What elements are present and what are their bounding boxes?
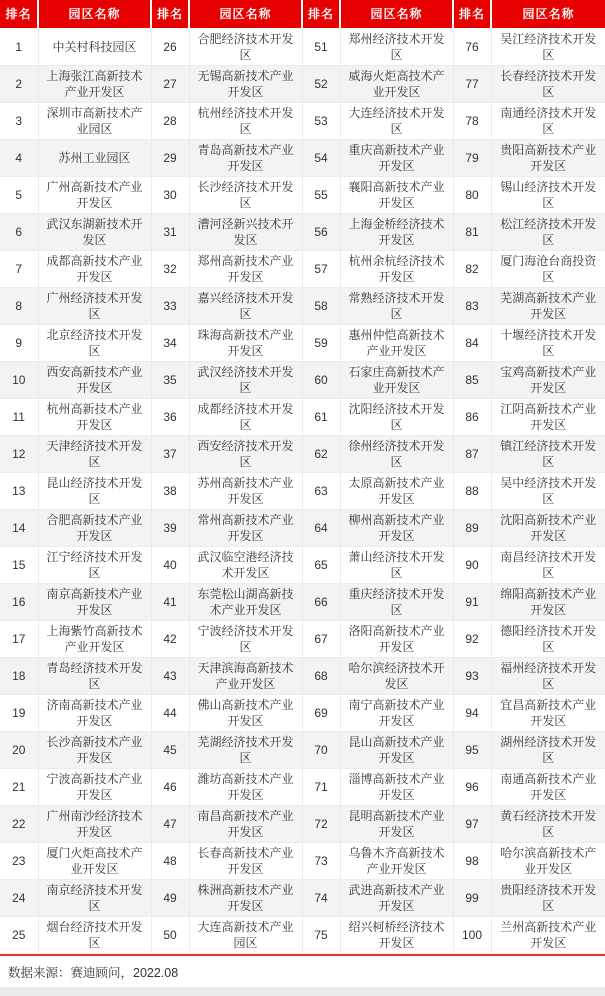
rank-cell: 12 bbox=[0, 436, 38, 473]
park-name-cell: 锡山经济技术开发区 bbox=[491, 177, 605, 214]
rank-cell: 57 bbox=[302, 251, 340, 288]
park-name-cell: 常州高新技术产业开发区 bbox=[189, 510, 302, 547]
rank-cell: 93 bbox=[453, 658, 491, 695]
rank-cell: 6 bbox=[0, 214, 38, 251]
park-name-cell: 成都高新技术产业开发区 bbox=[38, 251, 151, 288]
park-name-cell: 青岛高新技术产业开发区 bbox=[189, 140, 302, 177]
park-name-cell: 徐州经济技术开发区 bbox=[340, 436, 453, 473]
rank-cell: 76 bbox=[453, 29, 491, 66]
park-name-cell: 天津滨海高新技术产业开发区 bbox=[189, 658, 302, 695]
rank-cell: 100 bbox=[453, 917, 491, 954]
rank-cell: 56 bbox=[302, 214, 340, 251]
park-name-cell: 常熟经济技术开发区 bbox=[340, 288, 453, 325]
rank-cell: 24 bbox=[0, 880, 38, 917]
park-name-cell: 江宁经济技术开发区 bbox=[38, 547, 151, 584]
rank-cell: 90 bbox=[453, 547, 491, 584]
table-row bbox=[0, 103, 605, 140]
rank-cell: 96 bbox=[453, 769, 491, 806]
rank-cell: 14 bbox=[0, 510, 38, 547]
park-name-cell: 大连经济技术开发区 bbox=[340, 103, 453, 140]
rank-cell: 18 bbox=[0, 658, 38, 695]
rank-cell: 5 bbox=[0, 177, 38, 214]
park-name-cell: 沈阳经济技术开发区 bbox=[340, 399, 453, 436]
rank-header-cell: 排名 bbox=[151, 0, 189, 29]
park-name-cell: 武汉经济技术开发区 bbox=[189, 362, 302, 399]
table-row bbox=[0, 732, 605, 769]
rank-header-cell: 排名 bbox=[0, 0, 38, 29]
park-name-cell: 湖州经济技术开发区 bbox=[491, 732, 605, 769]
rank-cell: 91 bbox=[453, 584, 491, 621]
park-name-cell: 成都经济技术开发区 bbox=[189, 399, 302, 436]
rank-cell: 85 bbox=[453, 362, 491, 399]
table-row bbox=[0, 436, 605, 473]
park-name-cell: 宜昌高新技术产业开发区 bbox=[491, 695, 605, 732]
rank-cell: 63 bbox=[302, 473, 340, 510]
park-name-cell: 沈阳高新技术产业开发区 bbox=[491, 510, 605, 547]
table-row bbox=[0, 399, 605, 436]
park-name-cell: 杭州高新技术产业开发区 bbox=[38, 399, 151, 436]
park-name-cell: 十堰经济技术开发区 bbox=[491, 325, 605, 362]
rank-cell: 53 bbox=[302, 103, 340, 140]
rank-cell: 23 bbox=[0, 843, 38, 880]
rank-cell: 11 bbox=[0, 399, 38, 436]
park-name-cell: 松江经济技术开发区 bbox=[491, 214, 605, 251]
rank-cell: 10 bbox=[0, 362, 38, 399]
table-row bbox=[0, 177, 605, 214]
table-row bbox=[0, 288, 605, 325]
park-name-cell: 上海紫竹高新技术产业开发区 bbox=[38, 621, 151, 658]
rank-cell: 82 bbox=[453, 251, 491, 288]
rank-cell: 52 bbox=[302, 66, 340, 103]
park-name-cell: 宁波经济技术开发区 bbox=[189, 621, 302, 658]
rank-cell: 1 bbox=[0, 29, 38, 66]
park-name-cell: 乌鲁木齐高新技术产业开发区 bbox=[340, 843, 453, 880]
rank-cell: 37 bbox=[151, 436, 189, 473]
park-name-cell: 东莞松山湖高新技术产业开发区 bbox=[189, 584, 302, 621]
rank-header-cell: 排名 bbox=[302, 0, 340, 29]
park-name-header-cell: 园区名称 bbox=[340, 0, 453, 29]
park-name-cell: 黄石经济技术开发区 bbox=[491, 806, 605, 843]
rank-cell: 68 bbox=[302, 658, 340, 695]
rank-cell: 59 bbox=[302, 325, 340, 362]
park-name-cell: 淄博高新技术产业开发区 bbox=[340, 769, 453, 806]
park-name-cell: 武汉临空港经济技术开发区 bbox=[189, 547, 302, 584]
rank-cell: 3 bbox=[0, 103, 38, 140]
park-name-cell: 大连高新技术产业园区 bbox=[189, 917, 302, 954]
park-name-cell: 南京高新技术产业开发区 bbox=[38, 584, 151, 621]
rank-cell: 42 bbox=[151, 621, 189, 658]
rank-cell: 33 bbox=[151, 288, 189, 325]
rank-cell: 39 bbox=[151, 510, 189, 547]
park-name-cell: 株洲高新技术产业开发区 bbox=[189, 880, 302, 917]
park-name-cell: 北京经济技术开发区 bbox=[38, 325, 151, 362]
park-name-cell: 济南高新技术产业开发区 bbox=[38, 695, 151, 732]
park-name-header-cell: 园区名称 bbox=[491, 0, 605, 29]
park-name-cell: 南宁高新技术产业开发区 bbox=[340, 695, 453, 732]
park-name-cell: 江阴高新技术产业开发区 bbox=[491, 399, 605, 436]
park-name-cell: 芜湖经济技术开发区 bbox=[189, 732, 302, 769]
rank-cell: 69 bbox=[302, 695, 340, 732]
rank-cell: 72 bbox=[302, 806, 340, 843]
rank-cell: 9 bbox=[0, 325, 38, 362]
rank-cell: 36 bbox=[151, 399, 189, 436]
rank-cell: 99 bbox=[453, 880, 491, 917]
park-name-cell: 嘉兴经济技术开发区 bbox=[189, 288, 302, 325]
park-name-cell: 石家庄高新技术产业开发区 bbox=[340, 362, 453, 399]
table-row bbox=[0, 584, 605, 621]
rank-cell: 71 bbox=[302, 769, 340, 806]
table-row bbox=[0, 214, 605, 251]
rank-cell: 88 bbox=[453, 473, 491, 510]
park-name-cell: 洛阳高新技术产业开发区 bbox=[340, 621, 453, 658]
rank-cell: 77 bbox=[453, 66, 491, 103]
park-name-cell: 青岛经济技术开发区 bbox=[38, 658, 151, 695]
park-name-cell: 中关村科技园区 bbox=[38, 29, 151, 66]
park-name-cell: 深圳市高新技术产业园区 bbox=[38, 103, 151, 140]
park-name-cell: 重庆高新技术产业开发区 bbox=[340, 140, 453, 177]
table-header bbox=[0, 0, 605, 29]
table-row bbox=[0, 917, 605, 954]
rank-cell: 55 bbox=[302, 177, 340, 214]
rank-cell: 92 bbox=[453, 621, 491, 658]
park-name-cell: 萧山经济技术开发区 bbox=[340, 547, 453, 584]
park-name-cell: 襄阳高新技术产业开发区 bbox=[340, 177, 453, 214]
table-row bbox=[0, 29, 605, 66]
table-row bbox=[0, 695, 605, 732]
rank-cell: 43 bbox=[151, 658, 189, 695]
rank-cell: 79 bbox=[453, 140, 491, 177]
rank-cell: 70 bbox=[302, 732, 340, 769]
rank-cell: 94 bbox=[453, 695, 491, 732]
rank-header-cell: 排名 bbox=[453, 0, 491, 29]
table-row bbox=[0, 621, 605, 658]
rank-cell: 2 bbox=[0, 66, 38, 103]
table-row bbox=[0, 362, 605, 399]
rank-cell: 84 bbox=[453, 325, 491, 362]
park-name-cell: 郑州经济技术开发区 bbox=[340, 29, 453, 66]
rank-cell: 75 bbox=[302, 917, 340, 954]
rank-cell: 19 bbox=[0, 695, 38, 732]
rank-cell: 87 bbox=[453, 436, 491, 473]
table-body bbox=[0, 29, 605, 954]
table-row bbox=[0, 658, 605, 695]
data-source-note: 数据来源：赛迪顾问，2022.08 bbox=[0, 956, 605, 987]
rank-cell: 15 bbox=[0, 547, 38, 584]
park-name-cell: 昆山高新技术产业开发区 bbox=[340, 732, 453, 769]
park-name-cell: 哈尔滨高新技术产业开发区 bbox=[491, 843, 605, 880]
park-name-cell: 福州经济技术开发区 bbox=[491, 658, 605, 695]
rank-cell: 74 bbox=[302, 880, 340, 917]
park-name-cell: 天津经济技术开发区 bbox=[38, 436, 151, 473]
park-name-cell: 长春高新技术产业开发区 bbox=[189, 843, 302, 880]
rank-cell: 51 bbox=[302, 29, 340, 66]
rank-cell: 31 bbox=[151, 214, 189, 251]
rank-cell: 40 bbox=[151, 547, 189, 584]
table-row bbox=[0, 880, 605, 917]
park-name-header-cell: 园区名称 bbox=[38, 0, 151, 29]
park-name-cell: 重庆经济技术开发区 bbox=[340, 584, 453, 621]
rank-cell: 44 bbox=[151, 695, 189, 732]
rank-cell: 64 bbox=[302, 510, 340, 547]
rank-cell: 98 bbox=[453, 843, 491, 880]
park-name-cell: 广州南沙经济技术开发区 bbox=[38, 806, 151, 843]
table-row bbox=[0, 325, 605, 362]
park-name-cell: 镇江经济技术开发区 bbox=[491, 436, 605, 473]
park-name-cell: 广州经济技术开发区 bbox=[38, 288, 151, 325]
park-name-cell: 柳州高新技术产业开发区 bbox=[340, 510, 453, 547]
table-row bbox=[0, 66, 605, 103]
park-name-cell: 绵阳高新技术产业开发区 bbox=[491, 584, 605, 621]
park-name-cell: 昆山经济技术开发区 bbox=[38, 473, 151, 510]
rank-cell: 25 bbox=[0, 917, 38, 954]
bottom-gray-strip bbox=[0, 987, 605, 996]
park-name-cell: 南昌经济技术开发区 bbox=[491, 547, 605, 584]
park-name-cell: 漕河泾新兴技术开发区 bbox=[189, 214, 302, 251]
park-name-cell: 长沙高新技术产业开发区 bbox=[38, 732, 151, 769]
rank-cell: 62 bbox=[302, 436, 340, 473]
rank-cell: 66 bbox=[302, 584, 340, 621]
rank-cell: 83 bbox=[453, 288, 491, 325]
park-name-cell: 无锡高新技术产业开发区 bbox=[189, 66, 302, 103]
table-row bbox=[0, 473, 605, 510]
park-name-cell: 上海张江高新技术产业开发区 bbox=[38, 66, 151, 103]
rank-cell: 13 bbox=[0, 473, 38, 510]
rank-cell: 30 bbox=[151, 177, 189, 214]
rank-cell: 34 bbox=[151, 325, 189, 362]
park-name-cell: 武进高新技术产业开发区 bbox=[340, 880, 453, 917]
rank-cell: 78 bbox=[453, 103, 491, 140]
rank-cell: 95 bbox=[453, 732, 491, 769]
park-name-cell: 昆明高新技术产业开发区 bbox=[340, 806, 453, 843]
park-name-cell: 佛山高新技术产业开发区 bbox=[189, 695, 302, 732]
park-name-cell: 合肥经济技术开发区 bbox=[189, 29, 302, 66]
park-name-cell: 哈尔滨经济技术开发区 bbox=[340, 658, 453, 695]
rank-cell: 97 bbox=[453, 806, 491, 843]
park-name-cell: 绍兴柯桥经济技术开发区 bbox=[340, 917, 453, 954]
table-row bbox=[0, 510, 605, 547]
park-name-cell: 宁波高新技术产业开发区 bbox=[38, 769, 151, 806]
park-name-cell: 厦门海沧台商投资区 bbox=[491, 251, 605, 288]
park-name-cell: 杭州经济技术开发区 bbox=[189, 103, 302, 140]
rank-cell: 29 bbox=[151, 140, 189, 177]
rank-cell: 20 bbox=[0, 732, 38, 769]
park-name-cell: 厦门火炬高技术产业开发区 bbox=[38, 843, 151, 880]
table-row bbox=[0, 547, 605, 584]
rank-cell: 7 bbox=[0, 251, 38, 288]
rank-cell: 8 bbox=[0, 288, 38, 325]
park-name-cell: 潍坊高新技术产业开发区 bbox=[189, 769, 302, 806]
park-name-cell: 宝鸡高新技术产业开发区 bbox=[491, 362, 605, 399]
park-name-cell: 广州高新技术产业开发区 bbox=[38, 177, 151, 214]
park-name-cell: 兰州高新技术产业开发区 bbox=[491, 917, 605, 954]
rank-cell: 89 bbox=[453, 510, 491, 547]
rank-cell: 22 bbox=[0, 806, 38, 843]
park-name-cell: 南昌高新技术产业开发区 bbox=[189, 806, 302, 843]
rank-cell: 46 bbox=[151, 769, 189, 806]
park-name-cell: 长沙经济技术开发区 bbox=[189, 177, 302, 214]
rank-cell: 41 bbox=[151, 584, 189, 621]
rank-cell: 28 bbox=[151, 103, 189, 140]
rank-cell: 67 bbox=[302, 621, 340, 658]
park-name-cell: 烟台经济技术开发区 bbox=[38, 917, 151, 954]
rank-cell: 35 bbox=[151, 362, 189, 399]
rank-cell: 60 bbox=[302, 362, 340, 399]
park-name-cell: 南通经济技术开发区 bbox=[491, 103, 605, 140]
park-name-cell: 武汉东湖新技术开发区 bbox=[38, 214, 151, 251]
rank-cell: 17 bbox=[0, 621, 38, 658]
rank-cell: 65 bbox=[302, 547, 340, 584]
rank-cell: 16 bbox=[0, 584, 38, 621]
table-header-row bbox=[0, 0, 605, 29]
rank-cell: 86 bbox=[453, 399, 491, 436]
park-name-cell: 南京经济技术开发区 bbox=[38, 880, 151, 917]
table-row bbox=[0, 251, 605, 288]
park-name-cell: 合肥高新技术产业开发区 bbox=[38, 510, 151, 547]
park-name-cell: 德阳经济技术开发区 bbox=[491, 621, 605, 658]
rank-cell: 38 bbox=[151, 473, 189, 510]
park-name-cell: 贵阳高新技术产业开发区 bbox=[491, 140, 605, 177]
table-row bbox=[0, 769, 605, 806]
park-name-cell: 西安经济技术开发区 bbox=[189, 436, 302, 473]
rank-cell: 80 bbox=[453, 177, 491, 214]
rank-cell: 32 bbox=[151, 251, 189, 288]
rank-cell: 27 bbox=[151, 66, 189, 103]
park-name-cell: 太原高新技术产业开发区 bbox=[340, 473, 453, 510]
park-name-cell: 苏州高新技术产业开发区 bbox=[189, 473, 302, 510]
rank-cell: 81 bbox=[453, 214, 491, 251]
rank-cell: 61 bbox=[302, 399, 340, 436]
table-row bbox=[0, 843, 605, 880]
park-name-cell: 长春经济技术开发区 bbox=[491, 66, 605, 103]
rank-cell: 58 bbox=[302, 288, 340, 325]
park-name-cell: 吴中经济技术开发区 bbox=[491, 473, 605, 510]
park-name-cell: 珠海高新技术产业开发区 bbox=[189, 325, 302, 362]
park-name-cell: 威海火炬高技术产业开发区 bbox=[340, 66, 453, 103]
rank-cell: 49 bbox=[151, 880, 189, 917]
table-row bbox=[0, 140, 605, 177]
park-name-cell: 西安高新技术产业开发区 bbox=[38, 362, 151, 399]
park-name-cell: 郑州高新技术产业开发区 bbox=[189, 251, 302, 288]
park-name-header-cell: 园区名称 bbox=[189, 0, 302, 29]
rank-cell: 54 bbox=[302, 140, 340, 177]
park-name-cell: 杭州余杭经济技术开发区 bbox=[340, 251, 453, 288]
rank-cell: 4 bbox=[0, 140, 38, 177]
park-name-cell: 南通高新技术产业开发区 bbox=[491, 769, 605, 806]
table-row bbox=[0, 806, 605, 843]
park-name-cell: 惠州仲恺高新技术产业开发区 bbox=[340, 325, 453, 362]
park-name-cell: 苏州工业园区 bbox=[38, 140, 151, 177]
park-name-cell: 吴江经济技术开发区 bbox=[491, 29, 605, 66]
rank-cell: 48 bbox=[151, 843, 189, 880]
rank-cell: 21 bbox=[0, 769, 38, 806]
rank-cell: 26 bbox=[151, 29, 189, 66]
park-name-cell: 芜湖高新技术产业开发区 bbox=[491, 288, 605, 325]
rank-cell: 45 bbox=[151, 732, 189, 769]
rank-cell: 73 bbox=[302, 843, 340, 880]
rank-cell: 50 bbox=[151, 917, 189, 954]
rank-cell: 47 bbox=[151, 806, 189, 843]
park-name-cell: 上海金桥经济技术开发区 bbox=[340, 214, 453, 251]
park-name-cell: 贵阳经济技术开发区 bbox=[491, 880, 605, 917]
